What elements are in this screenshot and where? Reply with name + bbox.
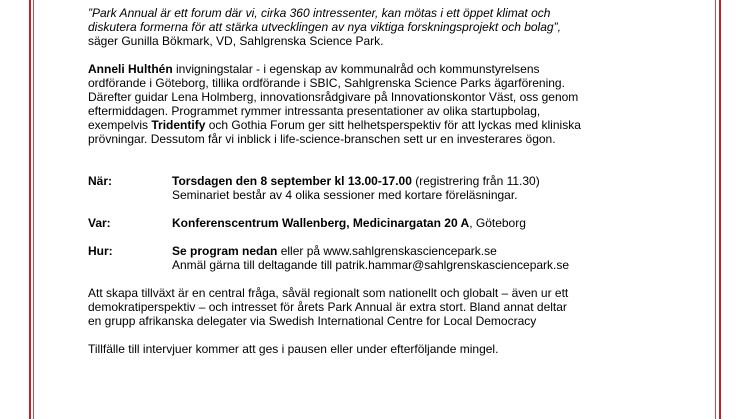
when-row <box>88 174 678 202</box>
where-value <box>172 216 678 230</box>
intro-line-5-rest: och Gothia Forum ger sitt helhetsperspektiv för att lyckas med kliniska <box>205 118 581 132</box>
intro-line-3: Därefter guidar Lena Holmberg, innovationsrådgivare på Innovationskontor Väst, oss genom <box>88 90 579 104</box>
intro-line-6: prövningar. Dessutom får vi inblick i life-science-branschen sett ur en investerares ögon. <box>88 132 556 146</box>
right-border-outer <box>719 0 721 419</box>
how-label: Hur: <box>88 244 113 258</box>
when-note: (registrering från 11.30) <box>411 174 540 188</box>
where-row <box>88 216 678 230</box>
press-release-body <box>88 6 678 356</box>
quote-line-2: diskutera formerna för att stärka utvecklingen av nya viktiga forskningsprojekt och bolag”, <box>88 20 561 34</box>
when-line-1 <box>172 174 678 188</box>
how-line-1 <box>172 244 678 258</box>
left-border-inner <box>33 0 34 419</box>
quote-block <box>88 6 678 48</box>
where-label: Var: <box>88 216 111 230</box>
intro-line-2: ordförande i Göteborg, tillika ordförande i SBIC, Sahlgrenska Science Parks ägarförening. <box>88 76 565 90</box>
how-value <box>172 244 678 272</box>
how-row <box>88 244 678 272</box>
intro-line-1 <box>88 62 678 76</box>
where-rest: , Göteborg <box>469 216 526 230</box>
how-rest: eller på www.sahlgrenskasciencepark.se <box>277 244 497 258</box>
when-label: När: <box>88 174 113 188</box>
closing-line: Tillfälle till intervjuer kommer att ges i pausen eller under efterföljande mingel. <box>88 342 499 356</box>
intro-line-4: eftermiddagen. Programmet rymmer intressanta presentationer av olika startupbolag, <box>88 104 541 118</box>
growth-paragraph <box>88 286 678 328</box>
left-border-outer <box>29 0 31 419</box>
right-border-inner <box>715 0 716 419</box>
when-value <box>172 174 678 202</box>
intro-line-1-rest: invigningstalar - i egenskap av kommunalråd och kommunstyrelsens <box>172 62 540 76</box>
when-line-2: Seminariet består av 4 olika sessioner med kortare föreläsningar. <box>172 188 518 202</box>
quote-line-1: ”Park Annual är ett forum där vi, cirka 360 intressenter, kan mötas i ett öppet klimat och <box>88 6 551 20</box>
company-name: Tridentify <box>151 118 206 132</box>
where-highlight: Konferenscentrum Wallenberg, Medicinargatan 20 A <box>172 216 470 230</box>
where-line-1 <box>172 216 678 230</box>
growth-line-2: demokratiperspektiv – och intresset för årets Park Annual är extra stort. Bland annat deltar <box>88 300 567 314</box>
intro-paragraph <box>88 62 678 146</box>
quote-attribution: säger Gunilla Bökmark, VD, Sahlgrenska Science Park. <box>88 34 384 48</box>
growth-line-1: Att skapa tillväxt är en central fråga, såväl regionalt som nationellt och globalt – även ur ett <box>88 286 569 300</box>
how-line-2: Anmäl gärna till deltagande till patrik.hammar@sahlgrenskasciencepark.se <box>172 258 570 272</box>
intro-line-5 <box>88 118 678 132</box>
how-highlight: Se program nedan <box>172 244 278 258</box>
growth-line-3: en grupp afrikanska delegater via Swedish International Centre for Local Democracy <box>88 314 537 328</box>
when-highlight: Torsdagen den 8 september kl 13.00-17.00 <box>172 174 412 188</box>
speaker-name: Anneli Hulthén <box>88 62 173 76</box>
intro-line-5-pre: exempelvis <box>88 118 152 132</box>
